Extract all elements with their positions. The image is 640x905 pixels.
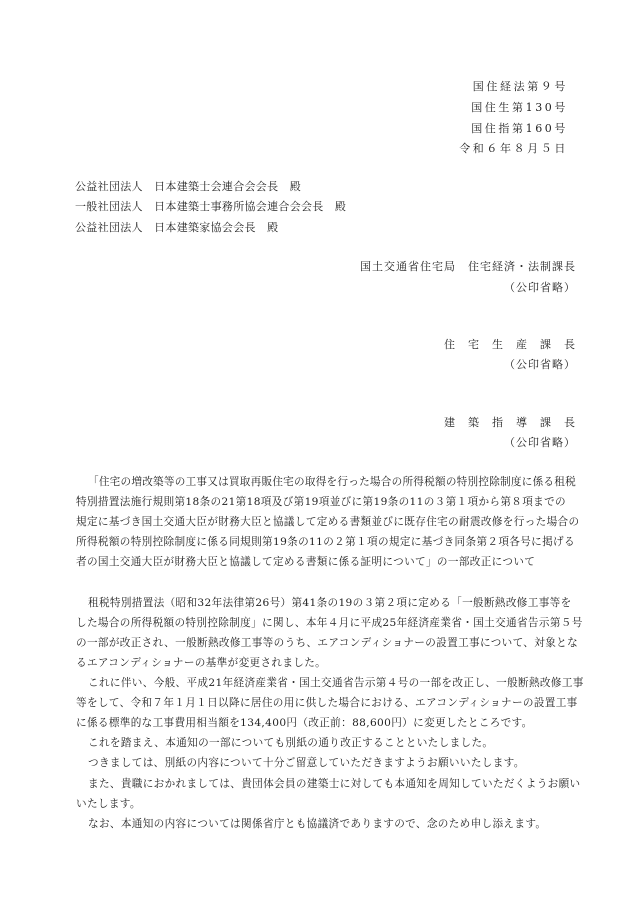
doc-number-1: 国住経法第９号 — [472, 80, 568, 93]
sender-1-title: 国土交通省住宅局 住宅経済・法制課長 — [360, 260, 576, 273]
subject-line-5: 者の国土交通大臣が財務大臣と協議して定める書類に係る証明について」の一部改正について — [76, 556, 536, 568]
sender-2-seal: （公印省略） — [504, 358, 576, 371]
sender-1-seal: （公印省略） — [504, 281, 576, 294]
addressee-1: 公益社団法人 日本建築士会連合会会長 殿 — [75, 180, 301, 193]
doc-number-2: 国住生第130号 — [471, 101, 568, 114]
subject-line-2: 特別措置法施行規則第18条の21第18項及び第19項並びに第19条の11の３第１項から第８項までの — [76, 496, 566, 508]
body-line-9: つきましては、別紙の内容について十分ご留意していただきますようお願いいたします。 — [88, 757, 525, 769]
body-line-3: の一部が改正され、一般断熱改修工事等のうち、エアコンディショナーの設置工事について、対象とな — [76, 637, 579, 649]
addressee-3: 公益社団法人 日本建築家協会会長 殿 — [75, 221, 279, 234]
body-line-2: した場合の所得税額の特別控除制度」に関し、本年４月に平成25年経済産業省・国土交通省告示第５号 — [76, 617, 583, 629]
body-line-11: いたします。 — [76, 798, 141, 810]
sender-2-title: 住 宅 生 産 課 長 — [444, 338, 576, 351]
doc-number-3: 国住指第160号 — [471, 122, 568, 135]
subject-line-3: 規定に基づき国土交通大臣が財務大臣と協議して定める書類並びに既存住宅の耐震改修を行った場合の — [76, 516, 580, 528]
sender-3-seal: （公印省略） — [504, 436, 576, 449]
body-line-4: るエアコンディショナーの基準が変更されました。 — [76, 657, 327, 669]
subject-line-1: 「住宅の増改築等の工事又は買取再販住宅の取得を行った場合の所得税額の特別控除制度に係る租税 — [88, 476, 576, 488]
subject-line-4: 所得税額の特別控除制度に係る同規則第19条の11の２第１項の規定に基づき同条第２項各号に掲げる — [76, 536, 575, 548]
body-line-8: これを踏まえ、本通知の一部についても別紙の通り改正することといたしました。 — [88, 737, 494, 749]
doc-date: 令和６年８月５日 — [459, 142, 568, 155]
body-line-5: これに伴い、今般、平成21年経済産業省・国土交通省告示第４号の一部を改正し、一般断熱改修工事 — [88, 677, 584, 689]
body-line-12: なお、本通知の内容については関係省庁とも協議済でありますので、念のため申し添えます。 — [88, 818, 547, 830]
body-line-1: 租税特別措置法（昭和32年法律第26号）第41条の19の３第２項に定める「一般断熱改修工事等を — [88, 597, 572, 609]
body-line-6: 等をして、令和７年１月１日以降に居住の用に供した場合における、エアコンディショナーの設置工事 — [76, 697, 578, 709]
body-line-10: また、貴職におかれましては、貴団体会員の建築士に対しても本通知を周知していただくようお願い — [88, 778, 581, 790]
body-line-7: に係る標準的な工事費用相当額を134,400円（改正前：88,600円）に変更したところです。 — [76, 717, 533, 729]
addressee-2: 一般社団法人 日本建築士事務所協会連合会会長 殿 — [75, 200, 347, 213]
sender-3-title: 建 築 指 導 課 長 — [444, 416, 576, 429]
